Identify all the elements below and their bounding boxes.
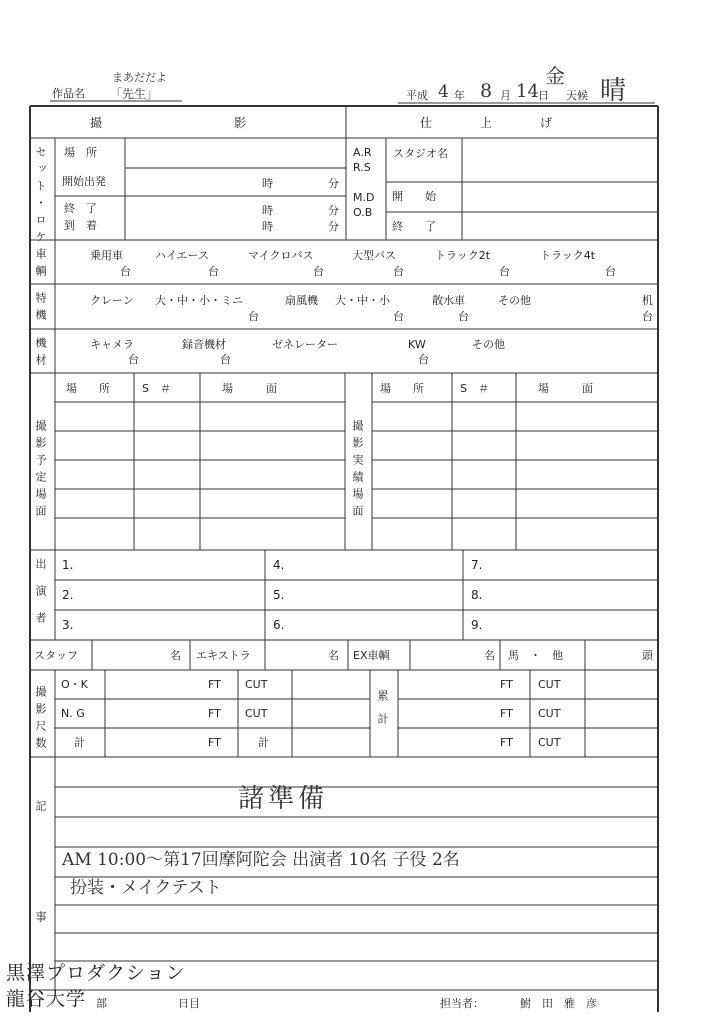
vehicle-truck-4t: トラック4t — [540, 249, 596, 262]
vehicle-truck-2t: トラック2t — [435, 249, 491, 262]
vehicle-microbus: マイクロバス — [248, 249, 314, 262]
vehicle-unit: 台 — [313, 265, 324, 278]
planned-scenes-side-label: 撮影予定場面 — [34, 420, 47, 522]
day-unit: 日 — [538, 89, 549, 102]
studio-label: スタジオ名 — [393, 147, 448, 160]
arrive-label: 到 着 — [64, 219, 97, 232]
ex-vehicle-label: EX車輌 — [353, 649, 390, 662]
cast-side-label: 出演者 — [34, 558, 47, 639]
total-label: 計 — [74, 736, 85, 749]
planned-scene-header: 場 面 — [222, 382, 277, 395]
footer-dept: 部 — [96, 997, 107, 1010]
equip-other: その他 — [472, 338, 505, 351]
notes-line-1: 諸準備 — [238, 784, 329, 814]
cum-total-ft: FT — [500, 736, 513, 749]
vehicles-side-label: 車輌 — [34, 248, 47, 282]
actual-scenes-side-label: 撮影実績場面 — [351, 420, 364, 522]
depart-label: 開始出発 — [62, 175, 106, 188]
footage-side-label: 撮影尺数 — [34, 686, 47, 754]
weather-value: 晴 — [600, 76, 627, 106]
end-minute: 分 — [328, 204, 339, 217]
cast-slot-3: 3. — [62, 618, 74, 632]
title-value: 「先生」 — [110, 87, 159, 101]
extra-label: エキストラ — [196, 649, 251, 662]
cast-slot-9: 9. — [471, 618, 483, 632]
cast-slot-5: 5. — [273, 588, 285, 602]
ng-label: N. G — [61, 707, 85, 720]
day-value: 14 — [516, 81, 539, 102]
cum-total-cut: CUT — [538, 736, 561, 749]
ok-cut: CUT — [245, 678, 268, 691]
equip-sound: 録音機材 — [182, 338, 226, 351]
special-unit: 台 — [393, 310, 404, 323]
depart-minute: 分 — [328, 177, 339, 190]
end-label: 終 了 — [64, 202, 97, 215]
special-unit: 台 — [458, 310, 469, 323]
special-unit: 台 — [248, 310, 259, 323]
equip-unit: 台 — [418, 353, 429, 366]
horse-label: 馬 ・ 他 — [508, 649, 563, 662]
finishing-header: 仕 上 げ — [420, 116, 553, 130]
cum-ok-cut: CUT — [538, 678, 561, 691]
vehicle-unit: 台 — [208, 265, 219, 278]
equipment-side-label: 機材 — [34, 337, 47, 371]
equip-unit: 台 — [220, 353, 231, 366]
ob-label: O.B — [353, 206, 373, 219]
special-other: その他 — [498, 294, 531, 307]
planned-scene-no-header: S ＃ — [142, 382, 171, 395]
cast-slot-6: 6. — [273, 618, 285, 632]
cast-slot-4: 4. — [273, 558, 285, 572]
cast-slot-8: 8. — [471, 588, 483, 602]
vehicle-hiace: ハイエース — [155, 249, 210, 262]
ex-vehicle-name-unit: 名 — [484, 649, 495, 662]
end-hour: 時 — [262, 204, 273, 217]
special-sprinkler: 散水車 — [432, 294, 465, 307]
month-unit: 月 — [500, 89, 511, 102]
cast-slot-1: 1. — [62, 558, 74, 572]
special-desk: 机 — [642, 294, 653, 307]
set-loc-side-label: セット・ロケ — [34, 146, 47, 248]
staff-label: スタッフ — [34, 649, 78, 662]
planned-place-header: 場 所 — [66, 382, 110, 395]
vehicle-car: 乗用車 — [90, 249, 123, 262]
cum-ok-ft: FT — [500, 678, 513, 691]
total-cut-label: 計 — [258, 736, 269, 749]
notes-line-2: AM 10:00～第17回摩阿陀会 出演者 10名 子役 2名 — [62, 850, 460, 870]
equip-unit: 台 — [128, 353, 139, 366]
cast-slot-2: 2. — [62, 588, 74, 602]
cast-slot-7: 7. — [471, 558, 483, 572]
month-value: 8 — [480, 80, 493, 102]
title-ruby: まあだだよ — [112, 71, 167, 84]
extra-name-unit: 名 — [328, 649, 339, 662]
title-label: 作品名 — [52, 87, 85, 100]
ng-ft: FT — [208, 707, 221, 720]
special-crane-size: 大・中・小・ミニ — [155, 294, 243, 307]
year-value: 4 — [438, 82, 449, 102]
special-fan-size: 大・中・小 — [335, 294, 390, 307]
ok-ft: FT — [208, 678, 221, 691]
arrive-minute: 分 — [328, 220, 339, 233]
equip-kw: KW — [408, 338, 426, 351]
horse-head-unit: 頭 — [642, 649, 653, 662]
weather-label: 天候 — [566, 89, 588, 102]
vehicle-unit: 台 — [393, 265, 404, 278]
arrive-hour: 時 — [262, 220, 273, 233]
finish-label: 終 了 — [392, 220, 436, 233]
watermark-line-1: 黒澤プロダクション — [6, 962, 186, 984]
total-ft: FT — [208, 736, 221, 749]
start-label: 開 始 — [392, 190, 436, 203]
special-crane: クレーン — [90, 294, 134, 307]
actual-scene-header: 場 面 — [538, 382, 593, 395]
vehicle-unit: 台 — [120, 265, 131, 278]
special-fan: 扇風機 — [285, 294, 318, 307]
cum-ng-ft: FT — [500, 707, 513, 720]
notes-side-label: 記事 — [34, 800, 47, 1022]
md-label: M.D — [353, 191, 375, 204]
cum-ng-cut: CUT — [538, 707, 561, 720]
special-side-label: 特機 — [34, 292, 47, 326]
actual-scene-no-header: S ＃ — [460, 382, 489, 395]
cumulative-label: 累計 — [376, 690, 389, 736]
ok-label: O・K — [61, 678, 88, 691]
footer-person-label: 担当者： — [440, 997, 484, 1010]
staff-name-unit: 名 — [170, 649, 181, 662]
vehicle-unit: 台 — [499, 265, 510, 278]
footer-person: 鮒 田 雅 彦 — [520, 997, 597, 1010]
equip-camera: キャメラ — [90, 338, 134, 351]
special-unit: 台 — [642, 310, 653, 323]
ar-label: A.R — [353, 146, 372, 159]
ng-cut: CUT — [245, 707, 268, 720]
watermark-line-2: 龍谷大学 — [6, 988, 87, 1010]
place-label: 場 所 — [64, 146, 97, 159]
year-unit: 年 — [454, 89, 465, 102]
depart-hour: 時 — [262, 177, 273, 190]
equip-generator: ゼネレーター — [272, 338, 338, 351]
vehicle-bus: 大型バス — [352, 249, 396, 262]
era-label: 平成 — [406, 89, 428, 102]
footer-day: 日目 — [178, 997, 200, 1010]
notes-line-3: 扮装・メイクテスト — [70, 878, 222, 898]
weekday-value: 金 — [545, 64, 565, 88]
actual-place-header: 場 所 — [380, 382, 424, 395]
shooting-header: 撮 影 — [90, 116, 247, 130]
rs-label: R.S — [353, 161, 371, 174]
vehicle-unit: 台 — [605, 265, 616, 278]
